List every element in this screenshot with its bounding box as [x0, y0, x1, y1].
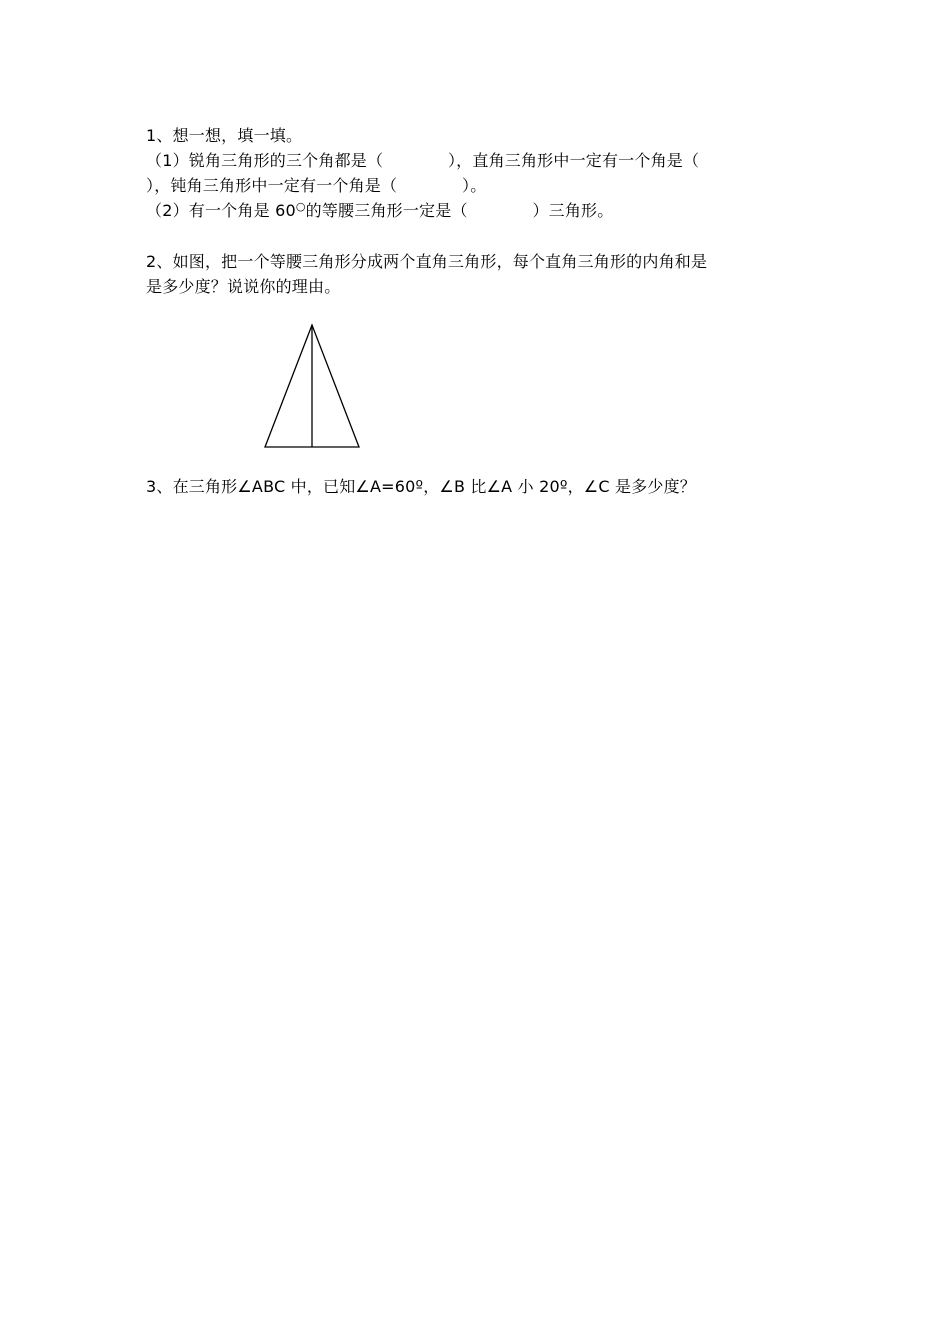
question-1-title: 1、想一想，填一填。 [146, 126, 303, 145]
question-2-line-2: 是多少度？说说你的理由。 [146, 277, 341, 296]
question-1-part-2-suffix: 的等腰三角形一定是（ ）三角形。 [305, 201, 614, 220]
question-1-part-2-prefix: （2）有一个角是 60 [146, 201, 296, 220]
question-1-part-1-line-2: ），钝角三角形中一定有一个角是（ ）。 [146, 176, 487, 195]
question-2-line-1: 2、如图，把一个等腰三角形分成两个直角三角形，每个直角三角形的内角和是 [146, 252, 708, 271]
isosceles-triangle-figure [262, 322, 362, 450]
question-3: 3、在三角形∠ABC 中，已知∠A=60º，∠B 比∠A 小 20º，∠C 是多少度？ [146, 477, 696, 496]
question-1-part-1-line-1: （1）锐角三角形的三个角都是（ ），直角三角形中一定有一个角是（ [146, 151, 700, 170]
question-1-part-2 [146, 201, 816, 221]
degree-symbol: ○ [295, 200, 306, 213]
